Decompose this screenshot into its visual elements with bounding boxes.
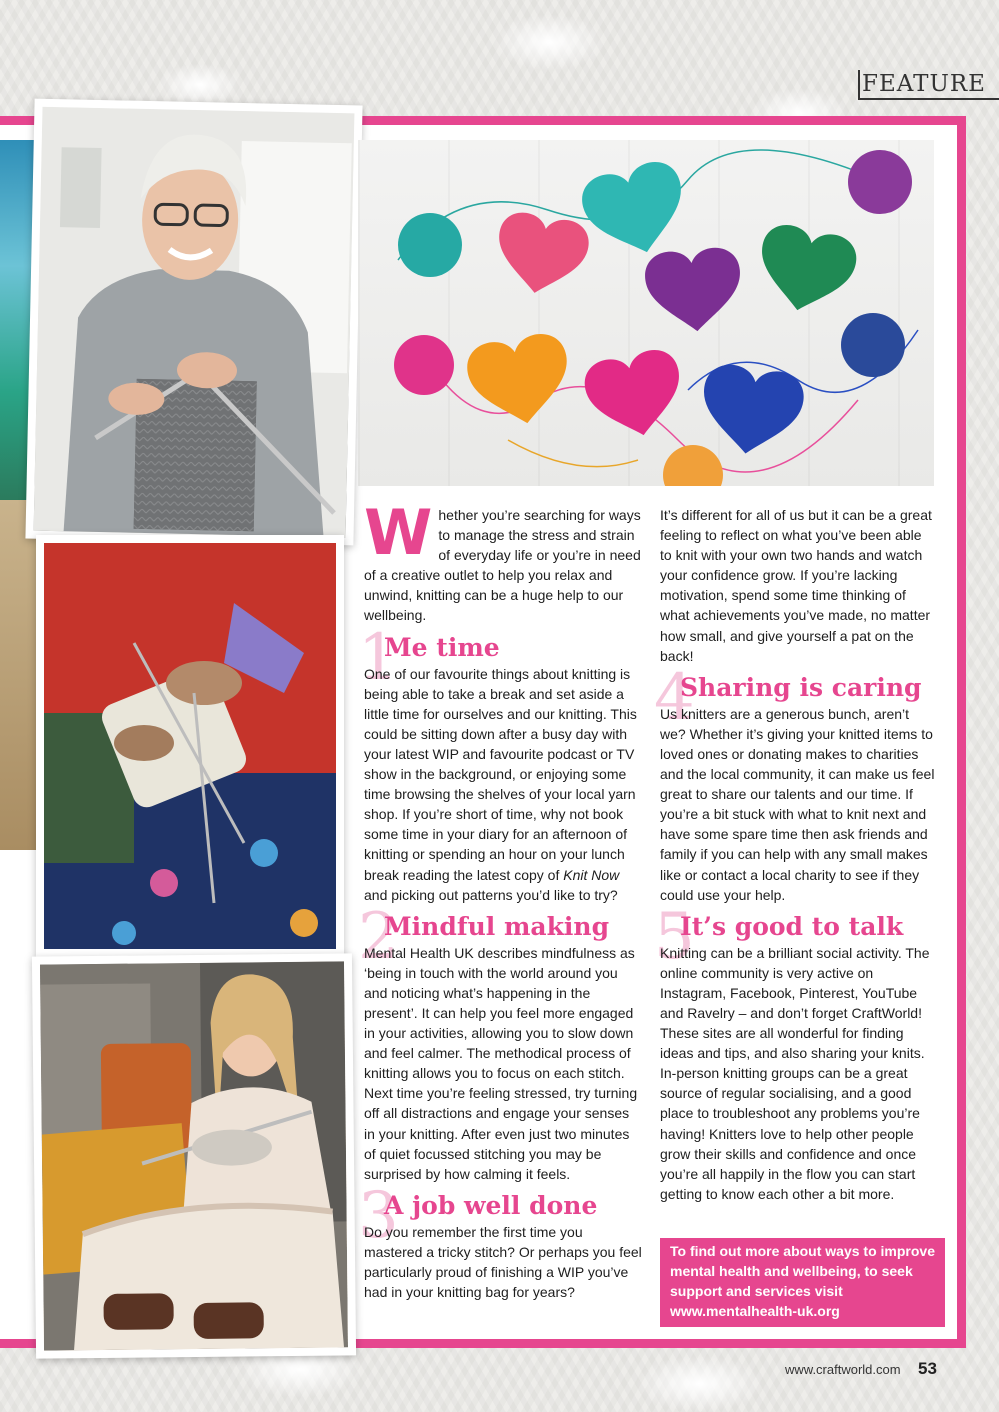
section-me-time — [358, 620, 642, 905]
section-good-to-talk — [654, 899, 936, 1204]
section-title: It’s good to talk — [680, 911, 904, 941]
section-body: Do you remember the first time you mastered a tricky stitch? Or perhaps you feel particularly proud of finishing a WIP you’ve had in your knitting bag for years? — [364, 1223, 642, 1301]
intro-paragraph: Whether you’re searching for ways to manage the stress and strain of everyday life or you’re in need of a creative outlet to help you relax and unwind, knitting can be a huge help to our wellbeing. — [364, 496, 641, 624]
section-label: FEATURE — [858, 70, 999, 100]
young-woman-knitting-illustration — [40, 961, 348, 1350]
hands-knitting-illustration — [44, 543, 336, 949]
basket-strip-image — [0, 500, 40, 850]
page-number: 53 — [918, 1359, 937, 1378]
call-to-action-box: To find out more about ways to improve mental health and wellbeing, to seek support and services visit www.mentalhealth-uk.org — [660, 1238, 945, 1327]
photo-yarn-hearts — [358, 140, 934, 486]
section-heading — [654, 660, 936, 735]
section-title: Me time — [384, 632, 500, 662]
woman-knitting-illustration — [34, 107, 355, 537]
section-heading — [358, 1178, 642, 1253]
section-body: Us knitters are a generous bunch, aren’t we? Whether it’s giving your knitted items to loved ones or donating makes to charities and the local community, it can make us feel great to share our talents and our time. If you’re a bit stuck with what to knit next and have some spare time then ask friends and family if you can help with any small makes like or contact a local charity to see if they could use your help. — [660, 705, 935, 903]
section-title: A job well done — [384, 1190, 598, 1220]
section-body-continued: It’s different for all of us but it can be a great feeling to reflect on what you’ve been able to knit with your own two hands and watch your confidence grow. If you’re lacking motivation, spend some time thinking of what achievements you’ve made, no matter how small, and give yourself a pat on the back! — [660, 507, 932, 664]
section-number: 2 — [358, 899, 399, 974]
drop-cap: W — [364, 496, 433, 569]
section-heading — [654, 899, 936, 974]
yarn-hearts-illustration — [358, 140, 934, 486]
section-body: One of our favourite things about knitting is being able to take a break and set aside a little time for ourselves and our knitting. This could be sitting down after a busy day with your latest WIP and favourite podcast or TV show in the background, or enjoying some time browsing the shelves of your local yarn shop. If you’re short of time, why not book some time in your diary for an afternoon of knitting or spending an hour on your lunch break reading the latest copy of Knit Now and picking out patterns you’d like to try? — [364, 665, 637, 903]
teal-yarn-ball — [398, 213, 462, 277]
section-title: Mindful making — [384, 911, 610, 941]
section-body: Knitting can be a brilliant social activity. The online community is very active on Instagram, Facebook, Pinterest, YouTube and Ravelry – and don’t forget CraftWorld! These sites are all wonderful for finding ideas and tips, and also sharing your knits. In-person knitting groups can be a great source of regular socialising, and a good place to troubleshoot any problems you’re having! Knitters love to help other people grow their skills and confidence and once you’re all happily in the flow you can start getting to know each other a bit more. — [660, 944, 930, 1202]
section-title: Sharing is caring — [680, 672, 922, 702]
section-mindful-making — [358, 899, 642, 1184]
section-heading — [358, 899, 642, 974]
section-body: Mental Health UK describes mindfulness as ‘being in touch with the world around you and noticing what’s happening in the present’. It can help you feel more engaged in your activities, allowing you to slow down and feel calmer. The methodical process of knitting allows you to focus on each stitch. Next time you’re feeling stressed, try turning off all distractions and engage your senses in your knitting. After even just two minutes of quiet focussed stitching you may be surprised by how calming it feels. — [364, 944, 638, 1182]
section-number: 5 — [654, 899, 695, 974]
photo-woman-knitting — [25, 99, 362, 546]
section-number: 3 — [358, 1178, 399, 1253]
article-column-1 — [358, 496, 642, 1302]
article-column-2 — [654, 505, 936, 1204]
photo-hands-knitting — [36, 535, 344, 957]
navy-yarn-ball — [841, 313, 905, 377]
footer-url: www.craftworld.com — [785, 1362, 901, 1377]
orange-yarn-ball — [663, 445, 723, 486]
purple-yarn-ball — [848, 150, 912, 214]
section-sharing-is-caring — [654, 660, 936, 905]
pink-yarn-ball — [394, 335, 454, 395]
section-heading — [358, 620, 642, 695]
section-number: 4 — [654, 660, 695, 735]
photo-young-woman-knitting — [32, 953, 356, 1358]
section-number: 1 — [358, 620, 399, 695]
section-job-well-done — [358, 1178, 642, 1302]
